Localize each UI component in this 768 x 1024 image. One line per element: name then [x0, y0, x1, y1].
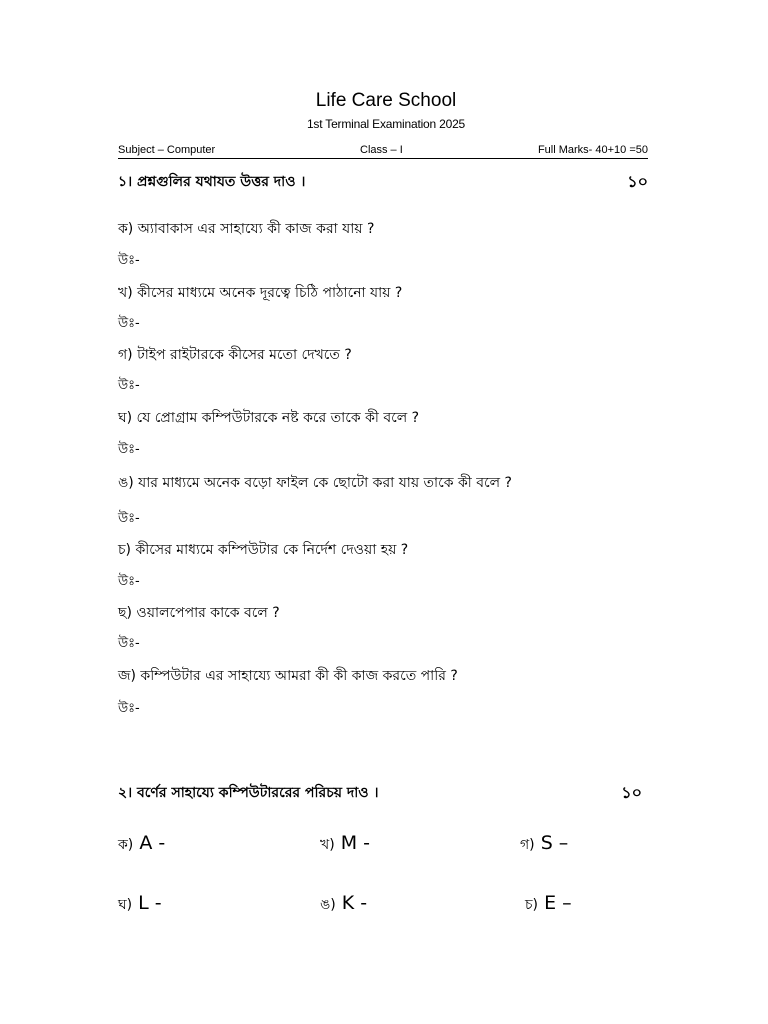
question-chha: ছ) ওয়ালপেপার কাকে বলে ?: [118, 605, 280, 621]
letter-value: S –: [540, 832, 569, 854]
letter-value: K -: [341, 892, 368, 914]
question-kha: খ) কীসের মাধ্যমে অনেক দূরত্বে চিঠি পাঠানো যায় ?: [118, 285, 403, 301]
letter-prefix: খ): [320, 837, 335, 853]
question-cha: চ) কীসের মাধ্যমে কম্পিউটার কে নির্দেশ দেওয়া হয় ?: [118, 542, 409, 558]
section2-heading: ২। বর্ণের সাহায্যে কম্পিউটাররের পরিচয় দাও ।: [118, 785, 379, 801]
school-name: Life Care School: [315, 90, 457, 111]
question-ga: গ) টাইপ রাইটারকে কীসের মতো দেখতে ?: [118, 347, 352, 363]
letter-item: [520, 830, 568, 858]
question-nga: ঙ) যার মাধ্যমে অনেক বড়ো ফাইল কে ছোটো করা যায় তাকে কী বলে ?: [118, 475, 512, 491]
letter-item: [320, 890, 367, 918]
answer-nga: উঃ-: [118, 511, 140, 526]
subject-label: Subject – Computer: [118, 144, 216, 156]
letter-prefix: গ): [520, 837, 535, 853]
info-row: [118, 143, 648, 159]
full-marks-label: Full Marks- 40+10 =50: [537, 144, 648, 156]
answer-chha: উঃ-: [118, 636, 140, 651]
letter-value: L -: [138, 892, 162, 914]
letter-prefix: ঘ): [118, 897, 133, 913]
question-ka: ক) অ্যাবাকাস এর সাহায্যে কী কাজ করা যায় ?: [118, 221, 375, 237]
answer-ka: উঃ-: [118, 253, 140, 268]
section2-heading-row: [118, 782, 642, 804]
question-ja: জ) কম্পিউটার এর সাহায্যে আমরা কী কী কাজ করতে পারি ?: [118, 668, 458, 684]
section2-marks: ১০: [621, 783, 642, 802]
question-gha: ঘ) যে প্রোগ্রাম কম্পিউটারকে নষ্ট করে তাকে কী বলে ?: [118, 410, 420, 426]
section1-heading-row: [118, 171, 648, 193]
answer-kha: উঃ-: [118, 316, 140, 331]
class-label: Class – I: [360, 144, 403, 156]
letter-value: E –: [544, 892, 572, 914]
letter-prefix: চ): [525, 897, 539, 913]
answer-cha: উঃ-: [118, 574, 140, 589]
letter-item: [525, 890, 572, 918]
letter-value: M -: [340, 832, 370, 854]
letter-value: A -: [139, 832, 166, 854]
letter-prefix: ক): [118, 837, 134, 853]
answer-ga: উঃ-: [118, 378, 140, 393]
letter-item: [320, 830, 370, 858]
letter-item: [118, 890, 162, 918]
section1-marks: ১০: [627, 172, 648, 191]
letter-item: [118, 830, 165, 858]
exam-name: 1st Terminal Examination 2025: [306, 117, 466, 131]
section1-heading: ১। প্রশ্নগুলির যথাযত উত্তর দাও ।: [118, 174, 306, 190]
answer-ja: উঃ-: [118, 701, 140, 716]
letter-prefix: ঙ): [320, 897, 336, 913]
answer-gha: উঃ-: [118, 442, 140, 457]
